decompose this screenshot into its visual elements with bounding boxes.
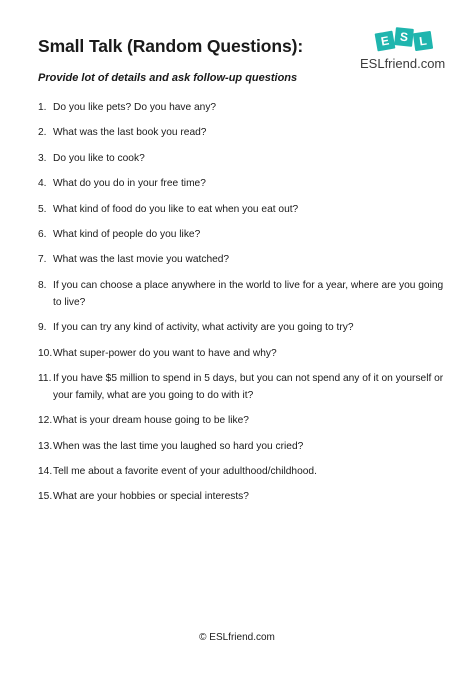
question-list bbox=[38, 99, 448, 514]
question-number: 14. bbox=[38, 466, 53, 478]
question-number: 7. bbox=[38, 254, 47, 266]
logo-block-s: S bbox=[394, 27, 414, 47]
question-item bbox=[38, 124, 448, 141]
question-text: When was the last time you laughed so hard you cried? bbox=[53, 440, 304, 452]
question-number: 10. bbox=[38, 347, 53, 359]
question-number: 8. bbox=[38, 279, 47, 291]
question-item bbox=[38, 99, 448, 116]
question-item bbox=[38, 488, 448, 505]
question-number: 2. bbox=[38, 127, 47, 139]
question-number: 9. bbox=[38, 322, 47, 334]
question-number: 15. bbox=[38, 491, 53, 503]
logo-site-name: ESLfriend.com bbox=[360, 56, 446, 71]
question-number: 12. bbox=[38, 415, 53, 427]
question-text: Do you like pets? Do you have any? bbox=[53, 102, 217, 113]
instructions-subtitle: Provide lot of details and ask follow-up questions bbox=[38, 72, 298, 84]
question-item bbox=[38, 438, 448, 455]
question-text: What do you do in your free time? bbox=[53, 178, 206, 190]
question-number: 13. bbox=[38, 440, 53, 452]
logo-block-e: E bbox=[375, 31, 396, 52]
page-title: Small Talk (Random Questions): bbox=[38, 36, 304, 56]
question-number: 6. bbox=[38, 228, 47, 240]
question-item bbox=[38, 251, 448, 268]
question-number: 4. bbox=[38, 178, 47, 190]
question-item bbox=[38, 226, 448, 243]
question-item bbox=[38, 370, 448, 404]
question-text: What was the last movie you watched? bbox=[53, 254, 230, 266]
logo-block-l: L bbox=[413, 31, 433, 51]
question-number: 11. bbox=[38, 372, 52, 384]
question-text: If you can choose a place anywhere in the world to live for a year, where are you going to live? bbox=[53, 279, 444, 308]
question-text: What super-power do you want to have and why? bbox=[53, 347, 277, 359]
question-text: If you can try any kind of activity, what activity are you going to try? bbox=[53, 322, 354, 334]
question-text: Tell me about a favorite event of your adulthood/childhood. bbox=[53, 466, 317, 478]
question-item bbox=[38, 201, 448, 218]
question-item bbox=[38, 319, 448, 336]
question-text: What was the last book you read? bbox=[53, 127, 207, 139]
question-number: 3. bbox=[38, 152, 47, 164]
question-item bbox=[38, 175, 448, 192]
question-text: What is your dream house going to be like? bbox=[53, 415, 249, 427]
question-item bbox=[38, 150, 448, 167]
question-text: What kind of food do you like to eat when you eat out? bbox=[53, 203, 299, 215]
question-item bbox=[38, 345, 448, 362]
question-text: What are your hobbies or special interests? bbox=[53, 491, 249, 503]
question-item bbox=[38, 463, 448, 480]
question-item bbox=[38, 277, 448, 311]
question-text: If you have $5 million to spend in 5 days, but you can not spend any of it on yourself or your family, what are you going to do with it? bbox=[53, 372, 444, 401]
question-item bbox=[38, 412, 448, 429]
question-text: What kind of people do you like? bbox=[53, 228, 201, 240]
copyright-footer: © ESLfriend.com bbox=[199, 632, 275, 643]
eslfriend-logo bbox=[360, 26, 470, 74]
question-number: 1. bbox=[38, 102, 47, 113]
question-number: 5. bbox=[38, 203, 47, 215]
question-text: Do you like to cook? bbox=[53, 152, 145, 164]
